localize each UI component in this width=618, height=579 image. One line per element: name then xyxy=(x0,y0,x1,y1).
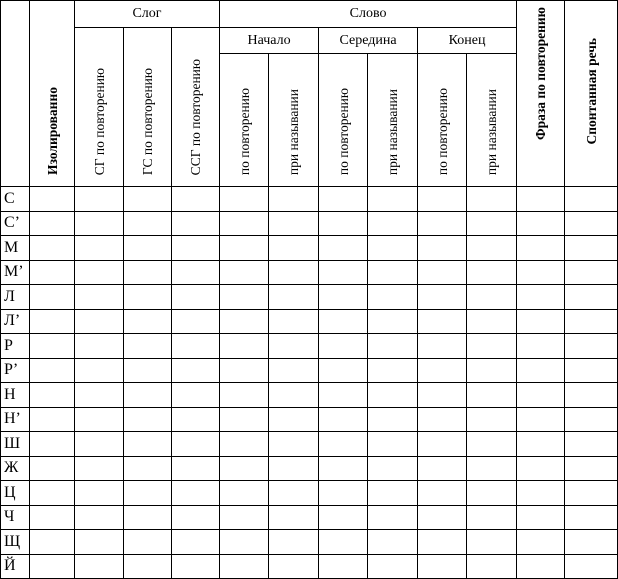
table-cell[interactable] xyxy=(124,260,172,285)
table-cell[interactable] xyxy=(172,309,220,334)
table-cell[interactable] xyxy=(30,530,75,555)
table-cell[interactable] xyxy=(220,236,269,261)
table-cell[interactable] xyxy=(467,383,517,408)
table-cell[interactable] xyxy=(75,260,124,285)
col-word-start-repeat xyxy=(220,54,269,187)
table-cell[interactable] xyxy=(172,481,220,506)
table-cell[interactable] xyxy=(565,407,618,432)
table-cell[interactable] xyxy=(565,432,618,457)
row-label: С xyxy=(1,187,30,212)
table-cell[interactable] xyxy=(418,285,467,310)
col-word-middle-naming xyxy=(368,54,418,187)
table-cell[interactable] xyxy=(319,236,368,261)
table-cell[interactable] xyxy=(124,456,172,481)
table-cell[interactable] xyxy=(467,554,517,579)
table-cell[interactable] xyxy=(418,505,467,530)
table-cell[interactable] xyxy=(75,236,124,261)
col-syllable-sg xyxy=(75,28,124,187)
table-cell[interactable] xyxy=(517,334,565,359)
table-cell[interactable] xyxy=(517,187,565,212)
table-cell[interactable] xyxy=(269,481,319,506)
table-cell[interactable] xyxy=(565,334,618,359)
table-cell[interactable] xyxy=(565,530,618,555)
table-cell[interactable] xyxy=(368,187,418,212)
table-cell[interactable] xyxy=(220,505,269,530)
row-label: С’ xyxy=(1,211,30,236)
table-cell[interactable] xyxy=(418,554,467,579)
table-cell[interactable] xyxy=(565,383,618,408)
table-cell[interactable] xyxy=(517,554,565,579)
table-cell[interactable] xyxy=(368,432,418,457)
col-word-end-repeat-label: по повторению xyxy=(434,87,450,175)
table-cell[interactable] xyxy=(565,481,618,506)
table-cell[interactable] xyxy=(368,554,418,579)
table-cell[interactable] xyxy=(565,236,618,261)
table-cell[interactable] xyxy=(172,530,220,555)
table-cell[interactable] xyxy=(418,432,467,457)
table-cell[interactable] xyxy=(172,407,220,432)
table-cell[interactable] xyxy=(124,432,172,457)
table-cell[interactable] xyxy=(517,505,565,530)
table-cell[interactable] xyxy=(269,236,319,261)
table-cell[interactable] xyxy=(565,260,618,285)
table-cell[interactable] xyxy=(172,456,220,481)
table-cell[interactable] xyxy=(172,554,220,579)
table-cell[interactable] xyxy=(269,554,319,579)
table-cell[interactable] xyxy=(172,211,220,236)
col-phrase-label: Фраза по повторению xyxy=(533,7,549,141)
table-cell[interactable] xyxy=(418,334,467,359)
table-cell[interactable] xyxy=(269,383,319,408)
table-cell[interactable] xyxy=(30,334,75,359)
table-cell[interactable] xyxy=(517,383,565,408)
row-label: Л xyxy=(1,285,30,310)
table-cell[interactable] xyxy=(368,358,418,383)
table-cell[interactable] xyxy=(368,407,418,432)
table-cell[interactable] xyxy=(467,236,517,261)
table-cell[interactable] xyxy=(124,334,172,359)
table-cell[interactable] xyxy=(269,211,319,236)
table-cell[interactable] xyxy=(368,505,418,530)
table-cell[interactable] xyxy=(517,211,565,236)
table-cell[interactable] xyxy=(172,383,220,408)
table-row xyxy=(1,505,618,530)
row-label: Н xyxy=(1,383,30,408)
table-row xyxy=(1,383,618,408)
table-cell[interactable] xyxy=(75,407,124,432)
table-cell[interactable] xyxy=(565,285,618,310)
table-cell[interactable] xyxy=(269,309,319,334)
row-label: Л’ xyxy=(1,309,30,334)
table-cell[interactable] xyxy=(124,383,172,408)
word-position-middle: Середина xyxy=(319,28,418,54)
table-cell[interactable] xyxy=(517,432,565,457)
table-cell[interactable] xyxy=(75,530,124,555)
table-cell[interactable] xyxy=(269,260,319,285)
table-cell[interactable] xyxy=(30,432,75,457)
table-cell[interactable] xyxy=(368,383,418,408)
table-cell[interactable] xyxy=(517,309,565,334)
table-cell[interactable] xyxy=(517,481,565,506)
table-cell[interactable] xyxy=(418,407,467,432)
table-cell[interactable] xyxy=(220,260,269,285)
table-cell[interactable] xyxy=(269,285,319,310)
table-cell[interactable] xyxy=(30,554,75,579)
table-cell[interactable] xyxy=(418,456,467,481)
table-cell[interactable] xyxy=(418,236,467,261)
table-cell[interactable] xyxy=(319,334,368,359)
table-cell[interactable] xyxy=(418,187,467,212)
table-cell[interactable] xyxy=(269,358,319,383)
table-cell[interactable] xyxy=(75,481,124,506)
col-syllable-sg-label: СГ по повторению xyxy=(91,67,107,175)
table-cell[interactable] xyxy=(467,432,517,457)
table-row xyxy=(1,309,618,334)
table-cell[interactable] xyxy=(124,407,172,432)
row-label: Й xyxy=(1,554,30,579)
table-cell[interactable] xyxy=(368,260,418,285)
col-word-end-repeat xyxy=(418,54,467,187)
table-cell[interactable] xyxy=(75,383,124,408)
col-word-end-naming xyxy=(467,54,517,187)
table-cell[interactable] xyxy=(75,432,124,457)
table-cell[interactable] xyxy=(220,407,269,432)
table-cell[interactable] xyxy=(565,554,618,579)
table-cell[interactable] xyxy=(319,309,368,334)
row-label: Щ xyxy=(1,530,30,555)
table-cell[interactable] xyxy=(467,285,517,310)
group-word: Слово xyxy=(220,1,517,28)
table-cell[interactable] xyxy=(75,358,124,383)
table-cell[interactable] xyxy=(124,481,172,506)
col-isolated xyxy=(30,1,75,187)
table-cell[interactable] xyxy=(368,236,418,261)
col-word-middle-repeat xyxy=(319,54,368,187)
table-cell[interactable] xyxy=(269,432,319,457)
table-cell[interactable] xyxy=(124,285,172,310)
table-cell[interactable] xyxy=(319,432,368,457)
table-row xyxy=(1,407,618,432)
table-cell[interactable] xyxy=(517,407,565,432)
table-row xyxy=(1,260,618,285)
table-row xyxy=(1,432,618,457)
table-cell[interactable] xyxy=(124,358,172,383)
table-row xyxy=(1,285,618,310)
table-cell[interactable] xyxy=(172,334,220,359)
row-label: М xyxy=(1,236,30,261)
table-cell[interactable] xyxy=(75,505,124,530)
table-cell[interactable] xyxy=(30,260,75,285)
table-cell[interactable] xyxy=(368,481,418,506)
col-word-start-naming-label: при назывании xyxy=(286,88,302,175)
table-row xyxy=(1,530,618,555)
table-cell[interactable] xyxy=(30,211,75,236)
table-cell[interactable] xyxy=(319,358,368,383)
table-cell[interactable] xyxy=(124,309,172,334)
word-position-start: Начало xyxy=(220,28,319,54)
table-cell[interactable] xyxy=(172,236,220,261)
table-cell[interactable] xyxy=(319,505,368,530)
table-cell[interactable] xyxy=(220,358,269,383)
col-word-middle-naming-label: при назывании xyxy=(385,88,401,175)
col-word-start-repeat-label: по повторению xyxy=(236,87,252,175)
table-cell[interactable] xyxy=(319,211,368,236)
table-cell[interactable] xyxy=(319,456,368,481)
table-cell[interactable] xyxy=(368,211,418,236)
table-cell[interactable] xyxy=(269,530,319,555)
table-cell[interactable] xyxy=(319,530,368,555)
table-cell[interactable] xyxy=(220,285,269,310)
table-cell[interactable] xyxy=(269,505,319,530)
table-cell[interactable] xyxy=(418,530,467,555)
table-cell[interactable] xyxy=(172,432,220,457)
table-cell[interactable] xyxy=(30,285,75,310)
col-syllable-gs-label: ГС по повторению xyxy=(140,67,155,175)
row-label: Н’ xyxy=(1,407,30,432)
table-cell[interactable] xyxy=(517,456,565,481)
table-row xyxy=(1,358,618,383)
col-spontaneous xyxy=(565,1,618,187)
table-cell[interactable] xyxy=(220,481,269,506)
table-cell[interactable] xyxy=(269,456,319,481)
table-cell[interactable] xyxy=(565,505,618,530)
table-row xyxy=(1,236,618,261)
table-cell[interactable] xyxy=(75,211,124,236)
table-cell[interactable] xyxy=(319,285,368,310)
table-cell[interactable] xyxy=(418,383,467,408)
row-label: М’ xyxy=(1,260,30,285)
table-cell[interactable] xyxy=(220,554,269,579)
table-cell[interactable] xyxy=(467,334,517,359)
table-cell[interactable] xyxy=(220,530,269,555)
table-row xyxy=(1,187,618,212)
table-cell[interactable] xyxy=(124,236,172,261)
table-cell[interactable] xyxy=(418,211,467,236)
table-cell[interactable] xyxy=(467,481,517,506)
table-cell[interactable] xyxy=(467,530,517,555)
col-word-middle-repeat-label: по повторению xyxy=(335,87,351,175)
table-cell[interactable] xyxy=(418,481,467,506)
table-cell[interactable] xyxy=(269,407,319,432)
table-cell[interactable] xyxy=(467,187,517,212)
col-word-end-naming-label: при назывании xyxy=(484,88,500,175)
table-cell[interactable] xyxy=(565,211,618,236)
table-cell[interactable] xyxy=(517,285,565,310)
table-row xyxy=(1,334,618,359)
table-cell[interactable] xyxy=(467,211,517,236)
table-cell[interactable] xyxy=(565,187,618,212)
table-cell[interactable] xyxy=(30,407,75,432)
table-cell[interactable] xyxy=(30,358,75,383)
table-cell[interactable] xyxy=(220,211,269,236)
row-label: Ж xyxy=(1,456,30,481)
table-cell[interactable] xyxy=(517,260,565,285)
table-cell[interactable] xyxy=(467,260,517,285)
table-body xyxy=(1,187,618,579)
table-cell[interactable] xyxy=(75,456,124,481)
table-cell[interactable] xyxy=(319,481,368,506)
table-cell[interactable] xyxy=(368,285,418,310)
table-cell[interactable] xyxy=(220,432,269,457)
table-cell[interactable] xyxy=(30,456,75,481)
table-cell[interactable] xyxy=(467,456,517,481)
col-word-start-naming xyxy=(269,54,319,187)
table-cell[interactable] xyxy=(517,236,565,261)
table-cell[interactable] xyxy=(172,505,220,530)
table-cell[interactable] xyxy=(220,456,269,481)
corner-cell xyxy=(1,1,30,187)
table-cell[interactable] xyxy=(467,309,517,334)
table-cell[interactable] xyxy=(517,530,565,555)
table-cell[interactable] xyxy=(124,554,172,579)
table-cell[interactable] xyxy=(172,285,220,310)
table-cell[interactable] xyxy=(124,505,172,530)
table-cell[interactable] xyxy=(418,309,467,334)
table-cell[interactable] xyxy=(124,530,172,555)
table-cell[interactable] xyxy=(124,187,172,212)
table-cell[interactable] xyxy=(220,187,269,212)
col-syllable-gs xyxy=(124,28,172,187)
table-cell[interactable] xyxy=(75,334,124,359)
table-cell[interactable] xyxy=(172,187,220,212)
table-cell[interactable] xyxy=(418,260,467,285)
table-cell[interactable] xyxy=(220,383,269,408)
row-label: Р’ xyxy=(1,358,30,383)
table-cell[interactable] xyxy=(124,211,172,236)
table-cell[interactable] xyxy=(30,383,75,408)
table-cell[interactable] xyxy=(30,236,75,261)
table-cell[interactable] xyxy=(467,358,517,383)
table-row xyxy=(1,211,618,236)
table-row xyxy=(1,554,618,579)
word-position-end: Конец xyxy=(418,28,517,54)
table-cell[interactable] xyxy=(418,358,467,383)
col-phrase xyxy=(517,1,565,187)
table-cell[interactable] xyxy=(319,260,368,285)
table-cell[interactable] xyxy=(319,407,368,432)
table-cell[interactable] xyxy=(517,358,565,383)
table-cell[interactable] xyxy=(30,481,75,506)
col-spontaneous-label: Спонтанная речь xyxy=(583,37,599,145)
table-cell[interactable] xyxy=(30,505,75,530)
table-cell[interactable] xyxy=(368,530,418,555)
table-cell[interactable] xyxy=(368,334,418,359)
table-row xyxy=(1,456,618,481)
table-cell[interactable] xyxy=(30,187,75,212)
table-row xyxy=(1,481,618,506)
row-label: Ш xyxy=(1,432,30,457)
table-cell[interactable] xyxy=(368,456,418,481)
table-cell[interactable] xyxy=(172,260,220,285)
table-cell[interactable] xyxy=(319,187,368,212)
table-cell[interactable] xyxy=(75,554,124,579)
table-cell[interactable] xyxy=(565,309,618,334)
row-label: Ч xyxy=(1,505,30,530)
table-cell[interactable] xyxy=(220,309,269,334)
table-cell[interactable] xyxy=(565,456,618,481)
table-cell[interactable] xyxy=(565,358,618,383)
table-cell[interactable] xyxy=(467,407,517,432)
group-syllable: Слог xyxy=(75,1,220,28)
table-cell[interactable] xyxy=(75,187,124,212)
table-cell[interactable] xyxy=(319,554,368,579)
col-isolated-label: Изолированно xyxy=(44,86,60,175)
col-syllable-ssg-label: ССГ по повторению xyxy=(188,58,204,175)
table-cell[interactable] xyxy=(467,505,517,530)
row-label: Р xyxy=(1,334,30,359)
table-cell[interactable] xyxy=(172,358,220,383)
table-cell[interactable] xyxy=(269,334,319,359)
table-cell[interactable] xyxy=(75,309,124,334)
table-cell[interactable] xyxy=(368,309,418,334)
row-label: Ц xyxy=(1,481,30,506)
table-cell[interactable] xyxy=(75,285,124,310)
table-cell[interactable] xyxy=(220,334,269,359)
table-cell[interactable] xyxy=(319,383,368,408)
col-syllable-ssg xyxy=(172,28,220,187)
table-cell[interactable] xyxy=(269,187,319,212)
table-cell[interactable] xyxy=(30,309,75,334)
